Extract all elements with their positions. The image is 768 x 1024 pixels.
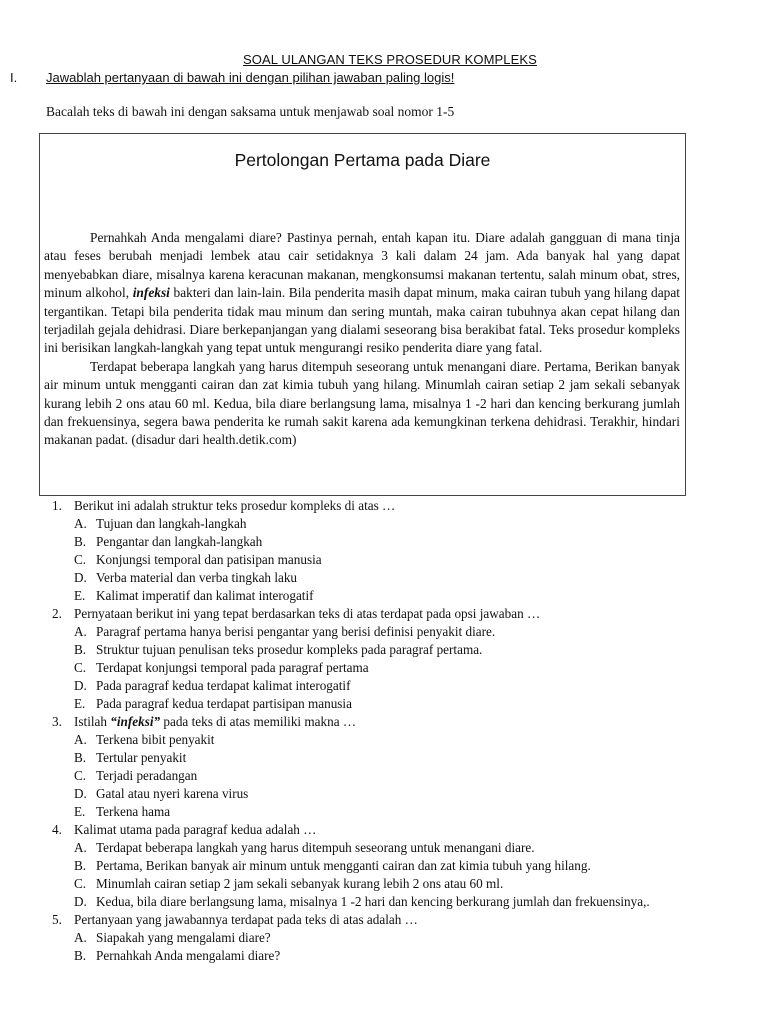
option-letter: C. xyxy=(74,768,87,783)
option-text: Pengantar dan langkah-langkah xyxy=(96,534,263,549)
option-text: Minumlah cairan setiap 2 jam sekali sebanyak kurang lebih 2 ons atau 60 ml. xyxy=(96,876,504,891)
passage-paragraph-2: Terdapat beberapa langkah yang harus ditempuh seseorang untuk menangani diare. Pertama, Berikan banyak air minum untuk mengganti cairan dan zat kimia tubuh yang hilang. Minumlah cairan setiap 2 jam sekali sebanyak kurang lebih 2 ons atau 60 ml. Kedua, bila diare berlangsung lama, misalnya 1 -2 hari dan kencing berkurang jumlah dan frekuensinya, segera bawa penderita ke rumah sakit karena ada kemungkinan terkena dehidrasi. Terakhir, hindari makanan padat. (disadur dari health.detik.com) xyxy=(44,358,680,448)
option-text: Kedua, bila diare berlangsung lama, misalnya 1 -2 hari dan kencing berkurang jumlah dan frekuensinya,. xyxy=(96,894,650,909)
option-1d[interactable] xyxy=(52,569,752,587)
option-text: Terkena bibit penyakit xyxy=(96,732,215,747)
option-2c[interactable] xyxy=(52,659,752,677)
question-list xyxy=(52,497,752,965)
option-text: Terkena hama xyxy=(96,804,171,819)
question-number: 3. xyxy=(52,714,62,729)
option-2a[interactable] xyxy=(52,623,752,641)
section-number: I. xyxy=(10,70,18,85)
question-text: pada teks di atas memiliki makna … xyxy=(160,714,357,729)
passage-term-infeksi: infeksi xyxy=(132,285,170,301)
option-letter: C. xyxy=(74,876,87,891)
option-letter: B. xyxy=(74,642,87,657)
option-1e[interactable] xyxy=(52,587,752,605)
question-text: Istilah xyxy=(74,714,111,729)
option-text: Pertama, Berikan banyak air minum untuk mengganti cairan dan zat kimia tubuh yang hilang. xyxy=(96,858,591,873)
option-5b[interactable] xyxy=(52,947,752,965)
option-2e[interactable] xyxy=(52,695,752,713)
option-3b[interactable] xyxy=(52,749,752,767)
option-letter: E. xyxy=(74,696,86,711)
question-text: Kalimat utama pada paragraf kedua adalah … xyxy=(74,822,317,837)
option-letter: A. xyxy=(74,930,87,945)
question-2 xyxy=(52,605,752,623)
question-4 xyxy=(52,821,752,839)
option-text: Struktur tujuan penulisan teks prosedur kompleks pada paragraf pertama. xyxy=(96,642,483,657)
question-1 xyxy=(52,497,752,515)
option-3c[interactable] xyxy=(52,767,752,785)
option-text: Pada paragraf kedua terdapat kalimat interogatif xyxy=(96,678,351,693)
passage-p1-text-a: Pernahkah Anda mengalami diare? Pastinya pernah, entah kapan itu. Diare adalah gangguan di mana tinja atau feses berubah menjadi lembek atau cair setidaknya 3 kali dalam 24 jam. Ada banyak hal yang dapat menyebabkan diare, misalnya karena keracunan makanan, mengkonsumsi makanan tertentu, salah minum obat, stres, minum alkohol, xyxy=(44,230,680,301)
option-letter: D. xyxy=(74,786,87,801)
passage-body xyxy=(44,229,680,450)
option-2b[interactable] xyxy=(52,641,752,659)
question-5 xyxy=(52,911,752,929)
question-number: 2. xyxy=(52,606,62,621)
option-text: Terdapat beberapa langkah yang harus ditempuh seseorang untuk menangani diare. xyxy=(96,840,535,855)
option-letter: B. xyxy=(74,858,87,873)
question-text: Pertanyaan yang jawabannya terdapat pada teks di atas adalah … xyxy=(74,912,418,927)
question-3 xyxy=(52,713,752,731)
option-1a[interactable] xyxy=(52,515,752,533)
option-text: Verba material dan verba tingkah laku xyxy=(96,570,298,585)
option-3d[interactable] xyxy=(52,785,752,803)
option-letter: A. xyxy=(74,732,87,747)
option-text: Terjadi peradangan xyxy=(96,768,198,783)
question-number: 4. xyxy=(52,822,62,837)
option-letter: B. xyxy=(74,534,87,549)
option-3e[interactable] xyxy=(52,803,752,821)
document-title: SOAL ULANGAN TEKS PROSEDUR KOMPLEKS xyxy=(243,52,537,67)
option-1b[interactable] xyxy=(52,533,752,551)
option-letter: E. xyxy=(74,804,86,819)
passage-title: Pertolongan Pertama pada Diare xyxy=(234,150,491,170)
option-text: Kalimat imperatif dan kalimat interogatif xyxy=(96,588,314,603)
option-4a[interactable] xyxy=(52,839,752,857)
question-text: Berikut ini adalah struktur teks prosedur kompleks di atas … xyxy=(74,498,396,513)
option-text: Tujuan dan langkah-langkah xyxy=(96,516,247,531)
option-letter: D. xyxy=(74,570,87,585)
question-text: Pernyataan berikut ini yang tepat berdasarkan teks di atas terdapat pada opsi jawaban … xyxy=(74,606,541,621)
option-text: Tertular penyakit xyxy=(96,750,187,765)
option-3a[interactable] xyxy=(52,731,752,749)
question-term: “infeksi” xyxy=(110,714,161,729)
option-letter: D. xyxy=(74,894,87,909)
option-text: Pernahkah Anda mengalami diare? xyxy=(96,948,281,963)
option-2d[interactable] xyxy=(52,677,752,695)
option-text: Terdapat konjungsi temporal pada paragraf pertama xyxy=(96,660,369,675)
option-text: Paragraf pertama hanya berisi pengantar yang berisi definisi penyakit diare. xyxy=(96,624,496,639)
passage-p1-text-b: bakteri dan lain-lain. Bila penderita masih dapat minum, maka cairan tubuh yang hilang dapat tergantikan. Tetapi bila penderita tidak mau minum dan sering muntah, maka cairan tubuhnya akan cepat hilang dan terjadilah gejala dehidrasi. Diare berkepanjangan yang dialami seseorang bisa berakibat fatal. Teks prosedur kompleks ini berisikan langkah-langkah yang tepat untuk mengurangi resiko penderita diare yang fatal. xyxy=(44,285,681,356)
option-4b[interactable] xyxy=(52,857,752,875)
option-5a[interactable] xyxy=(52,929,752,947)
option-text: Konjungsi temporal dan patisipan manusia xyxy=(96,552,322,567)
option-letter: D. xyxy=(74,678,87,693)
option-letter: A. xyxy=(74,624,87,639)
option-letter: B. xyxy=(74,948,87,963)
option-text: Pada paragraf kedua terdapat partisipan manusia xyxy=(96,696,352,711)
option-letter: B. xyxy=(74,750,87,765)
section-instruction: Jawablah pertanyaan di bawah ini dengan pilihan jawaban paling logis! xyxy=(46,70,455,85)
option-letter: C. xyxy=(74,660,87,675)
option-letter: A. xyxy=(74,516,87,531)
option-text: Siapakah yang mengalami diare? xyxy=(96,930,271,945)
option-1c[interactable] xyxy=(52,551,752,569)
question-number: 1. xyxy=(52,498,62,513)
question-number: 5. xyxy=(52,912,62,927)
reading-instruction: Bacalah teks di bawah ini dengan saksama untuk menjawab soal nomor 1-5 xyxy=(46,104,455,119)
passage-paragraph-1 xyxy=(44,229,680,358)
option-letter: C. xyxy=(74,552,87,567)
option-text: Gatal atau nyeri karena virus xyxy=(96,786,249,801)
option-letter: A. xyxy=(74,840,87,855)
option-letter: E. xyxy=(74,588,86,603)
option-4c[interactable] xyxy=(52,875,752,893)
option-4d[interactable] xyxy=(52,893,752,911)
section-heading xyxy=(10,70,454,85)
